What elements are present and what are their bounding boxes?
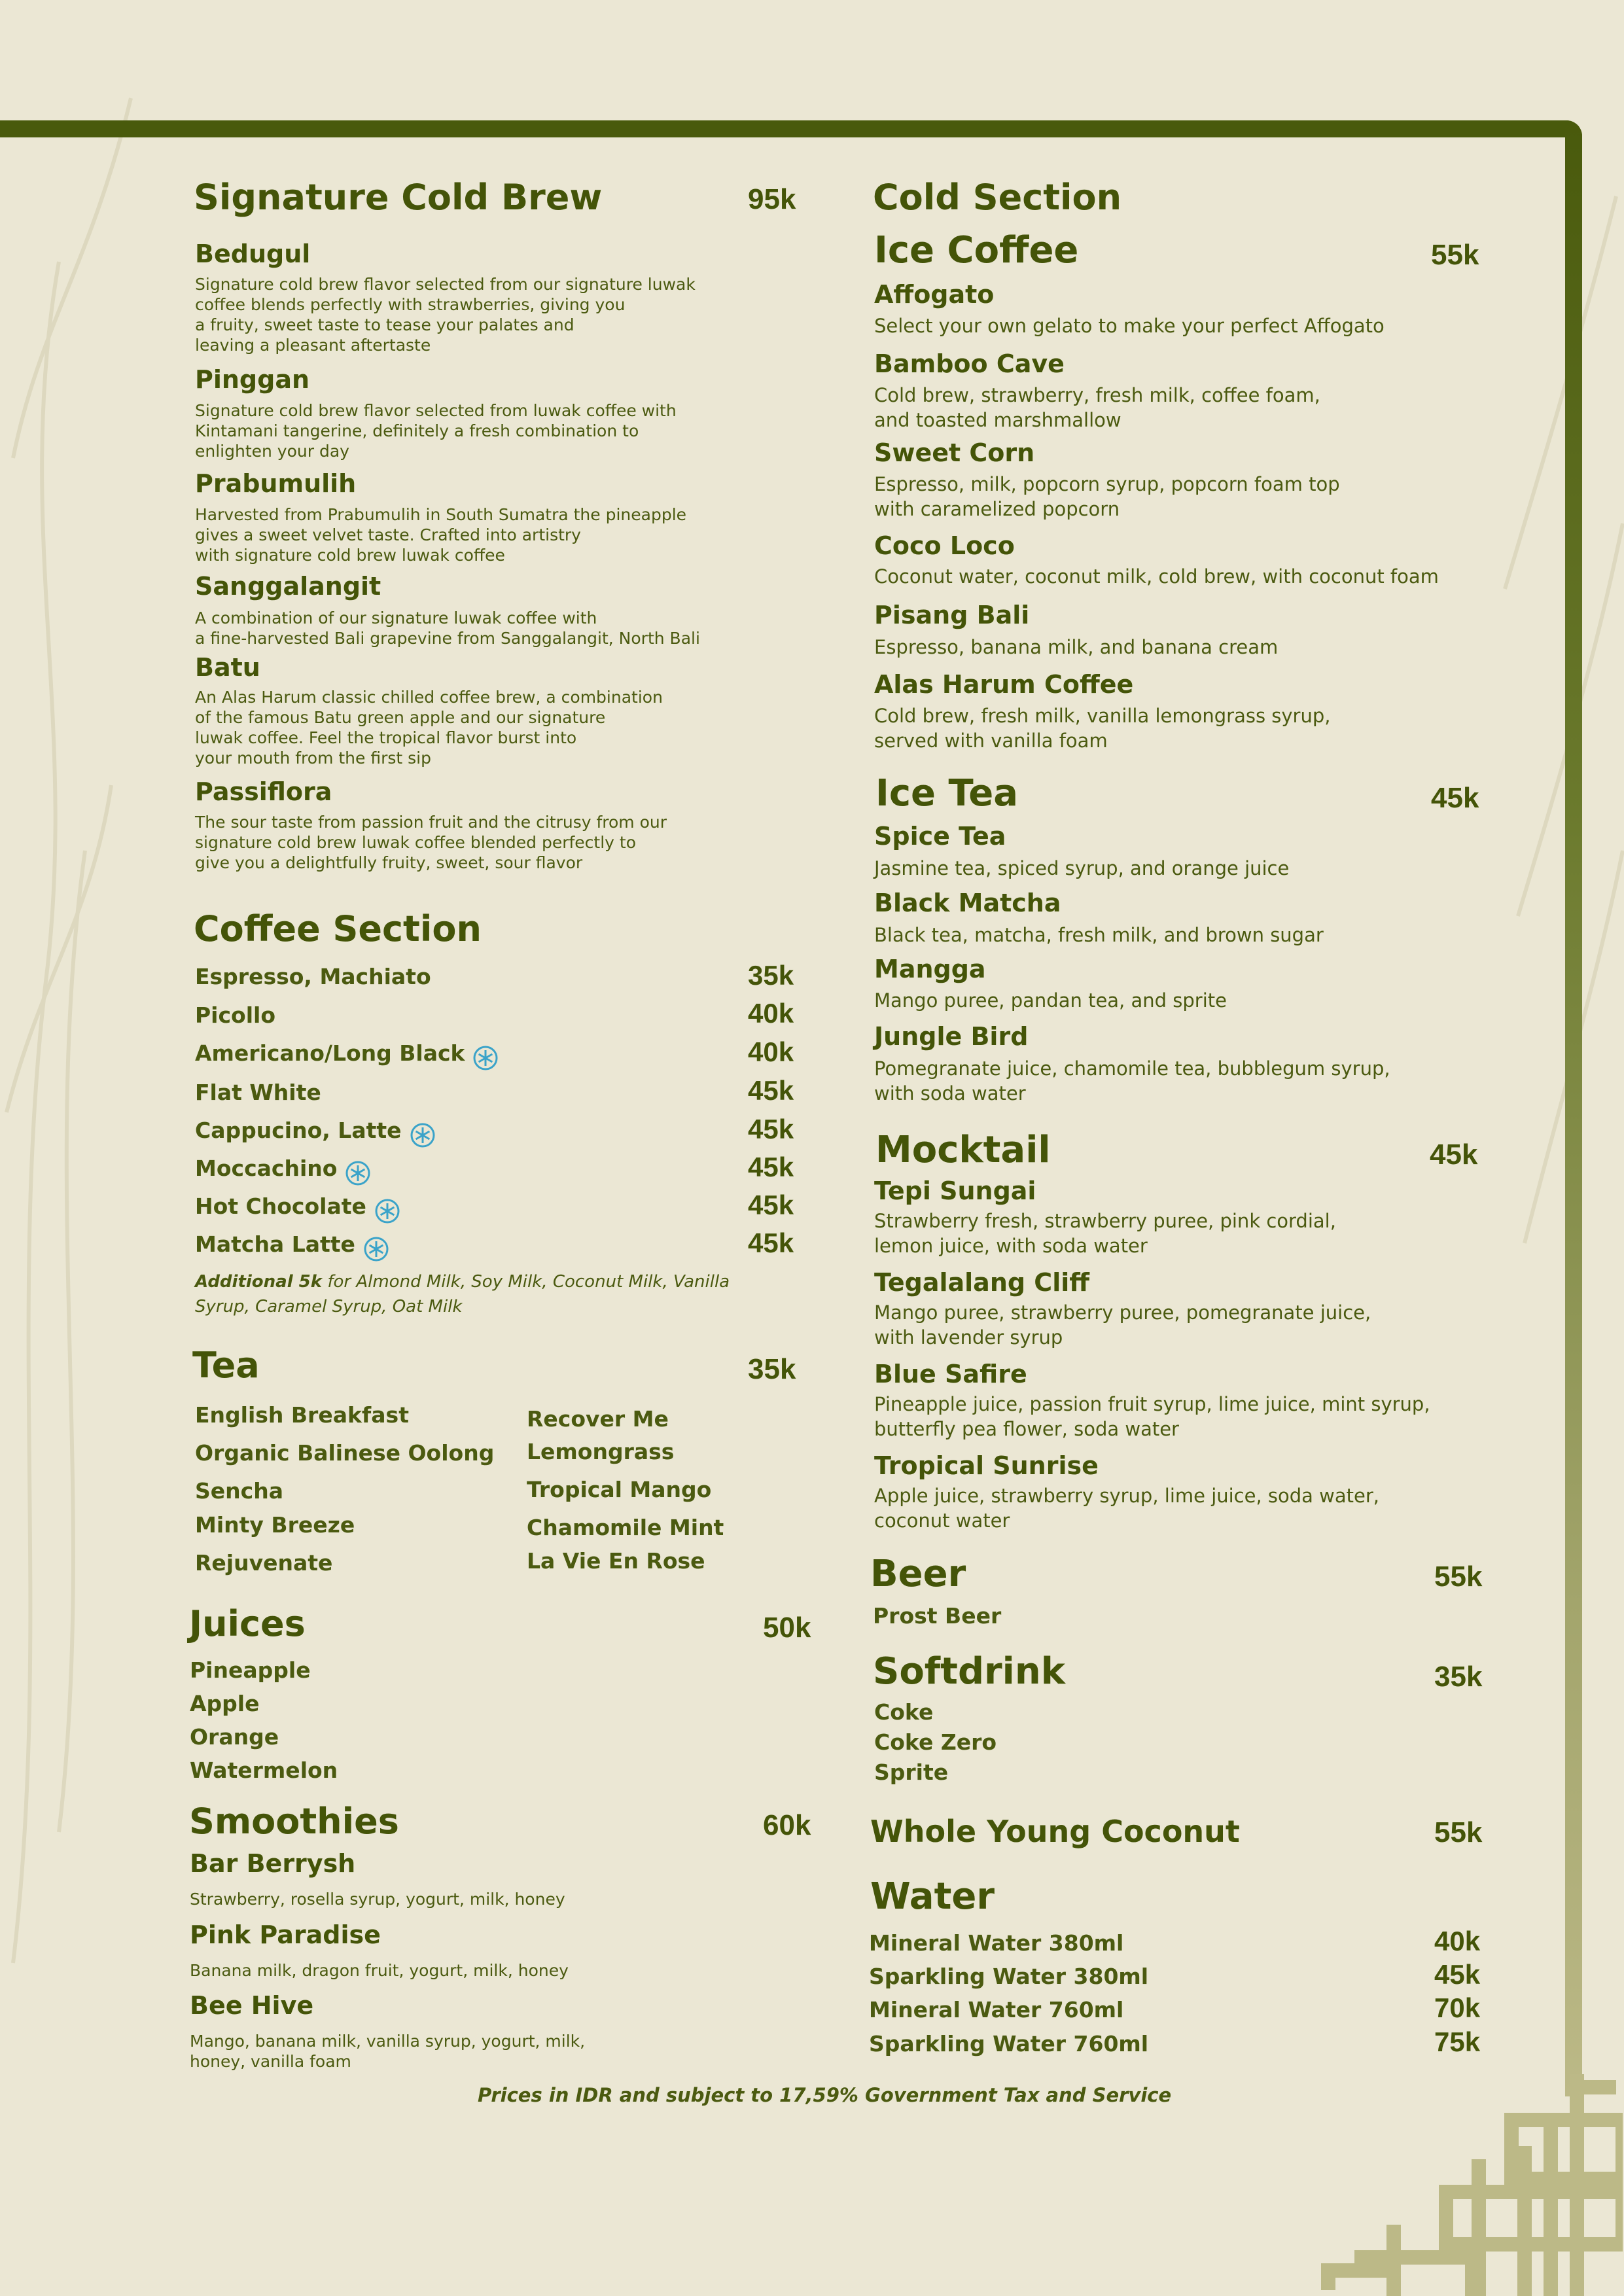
juice-item: Pineapple [190,1657,311,1683]
tea-item: La Vie En Rose [527,1548,705,1574]
juice-item: Apple [190,1691,260,1716]
coffee-section-title: Coffee Section [194,908,482,949]
coffee-item-price: 45k [748,1114,794,1144]
ice-tea-price: 45k [1431,782,1479,814]
signature-item-name: Pinggan [195,365,310,394]
ice-tea-item-desc: Jasmine tea, spiced syrup, and orange juice [874,857,1290,879]
coffee-item [195,1040,499,1071]
juices-price: 50k [763,1612,811,1644]
mocktail-item-desc: Strawberry fresh, strawberry puree, pink cordial, lemon juice, with soda water [874,1210,1336,1257]
ice-coffee-price: 55k [1431,239,1479,271]
tea-item: English Breakfast [195,1402,409,1428]
signature-item-desc: Signature cold brew flavor selected from luwak coffee with Kintamani tangerine, definitely a fresh combination to enlighten your day [195,401,677,461]
water-item-name: Mineral Water 380ml [869,1930,1124,1956]
tea-item: Chamomile Mint [527,1515,724,1540]
tea-item: Organic Balinese Oolong [195,1440,495,1466]
ice-tea-item-name: Black Matcha [874,889,1061,917]
juice-item: Orange [190,1724,279,1750]
softdrink-title: Softdrink [873,1650,1065,1693]
snowflake-icon [363,1236,389,1262]
ice-coffee-item-name: Coco Loco [874,531,1015,560]
mocktail-price: 45k [1430,1139,1478,1171]
signature-item-name: Passiflora [195,777,332,806]
juice-item: Watermelon [190,1757,338,1783]
price-disclaimer: Prices in IDR and subject to 17,59% Government Tax and Service [478,2084,1172,2106]
note-bold: Additional 5k [195,1272,323,1292]
ice-coffee-item-desc: Espresso, banana milk, and banana cream [874,636,1279,658]
ice-tea-item-desc: Mango puree, pandan tea, and sprite [874,989,1227,1012]
signature-item-name: Batu [195,653,260,682]
water-item-price: 75k [1434,2026,1481,2057]
softdrink-item: Sprite [874,1759,949,1785]
coffee-item-price: 45k [748,1190,794,1220]
coffee-item [195,1231,389,1262]
coffee-item-name: Moccachino [195,1156,338,1181]
ice-tea-item-desc: Black tea, matcha, fresh milk, and brown sugar [874,924,1324,946]
tea-item: Sencha [195,1478,283,1504]
signature-item-desc: The sour taste from passion fruit and the citrusy from our signature cold brew luwak coffee blended perfectly to give you a delightfully fruity, sweet, sour flavor [195,813,667,872]
signature-item-name: Sanggalangit [195,572,381,601]
knot-ornament [1315,2061,1623,2296]
coffee-item-price: 45k [748,1075,794,1106]
coconut-title: Whole Young Coconut [870,1814,1240,1849]
ice-coffee-item-desc: Cold brew, strawberry, fresh milk, coffee foam, and toasted marshmallow [874,384,1320,431]
mocktail-item-desc: Pineapple juice, passion fruit syrup, lime juice, mint syrup, butterfly pea flower, soda water [874,1393,1430,1440]
signature-title: Signature Cold Brew [194,177,603,218]
coconut-price: 55k [1434,1816,1483,1848]
smoothie-item-desc: Strawberry, rosella syrup, yogurt, milk, honey [190,1890,565,1909]
ice-coffee-item-desc: Select your own gelato to make your perfect Affogato [874,315,1385,337]
ice-tea-item-name: Mangga [874,955,986,983]
tea-item: Minty Breeze [195,1512,355,1538]
snowflake-icon [472,1045,499,1071]
coffee-item [195,1156,371,1186]
ice-coffee-item-desc: Coconut water, coconut milk, cold brew, with coconut foam [874,565,1439,588]
ice-coffee-item-name: Sweet Corn [874,438,1035,467]
coffee-item-price: 45k [748,1152,794,1182]
smoothie-item-name: Pink Paradise [190,1920,381,1949]
note-text-line2: Syrup, Caramel Syrup, Oat Milk [195,1297,463,1316]
ice-tea-item-name: Spice Tea [874,822,1006,851]
ice-coffee-item-desc: Cold brew, fresh milk, vanilla lemongrass syrup, served with vanilla foam [874,705,1331,752]
tea-item: Tropical Mango [527,1477,712,1502]
snowflake-icon [345,1160,371,1186]
ice-tea-item-name: Jungle Bird [874,1022,1029,1051]
smoothie-item-name: Bee Hive [190,1991,314,2020]
coffee-item [195,1193,400,1224]
ice-coffee-item-name: Pisang Bali [874,601,1030,629]
coffee-item-name: Espresso, Machiato [195,964,431,989]
snowflake-icon [374,1198,400,1224]
signature-item-desc: Harvested from Prabumulih in South Sumatra the pineapple gives a sweet velvet taste. Crafted into artistry with signature cold brew luwak coffee [195,505,687,565]
cold-section-title: Cold Section [873,177,1122,218]
smoothie-item-desc: Banana milk, dragon fruit, yogurt, milk, honey [190,1961,569,1980]
beer-item: Prost Beer [873,1603,1002,1629]
coffee-item-name: Cappucino, Latte [195,1118,402,1143]
water-title: Water [870,1875,995,1918]
beer-title: Beer [870,1553,966,1595]
mocktail-item-name: Tegalalang Cliff [874,1268,1090,1297]
ice-coffee-item-name: Bamboo Cave [874,349,1065,378]
softdrink-item: Coke Zero [874,1729,997,1755]
water-item-name: Sparkling Water 760ml [869,2031,1149,2057]
coffee-item-name: Hot Chocolate [195,1193,366,1219]
mocktail-item-desc: Mango puree, strawberry puree, pomegranate juice, with lavender syrup [874,1301,1371,1349]
juices-title: Juices [189,1603,306,1644]
coffee-item [195,1118,436,1148]
water-item-name: Mineral Water 760ml [869,1997,1124,2022]
beer-price: 55k [1434,1561,1483,1593]
tea-title: Tea [192,1345,260,1386]
mocktail-item-desc: Apple juice, strawberry syrup, lime juice, soda water, coconut water [874,1485,1379,1532]
ice-coffee-item-desc: Espresso, milk, popcorn syrup, popcorn foam top with caramelized popcorn [874,473,1340,520]
signature-item-desc: A combination of our signature luwak coffee with a fine-harvested Bali grapevine from Sanggalangit, North Bali [195,609,700,648]
water-item-price: 70k [1434,1992,1481,2023]
mocktail-title: Mocktail [875,1129,1051,1171]
water-item-price: 40k [1434,1926,1481,1956]
coffee-item-name: Matcha Latte [195,1231,355,1257]
ice-coffee-item-name: Alas Harum Coffee [874,670,1134,699]
tea-item: Lemongrass [527,1439,675,1464]
mocktail-item-name: Tepi Sungai [874,1176,1036,1205]
tea-price: 35k [748,1353,796,1385]
tea-item: Recover Me [527,1406,669,1432]
softdrink-price: 35k [1434,1661,1483,1693]
ice-coffee-item-name: Affogato [874,280,995,309]
ice-tea-item-desc: Pomegranate juice, chamomile tea, bubblegum syrup, with soda water [874,1057,1390,1104]
coffee-item-name: Flat White [195,1080,321,1105]
mocktail-item-name: Blue Safire [874,1360,1027,1388]
ice-tea-title: Ice Tea [875,772,1019,815]
signature-item-name: Bedugul [195,239,311,268]
tea-item: Rejuvenate [195,1550,333,1576]
signature-item-name: Prabumulih [195,469,357,498]
note-text: for Almond Milk, Soy Milk, Coconut Milk, Vanilla [322,1272,730,1292]
signature-price: 95k [748,183,796,215]
snowflake-icon [410,1122,436,1148]
coffee-item-name: Picollo [195,1002,276,1028]
water-item-name: Sparkling Water 380ml [869,1964,1149,1989]
coffee-item-price: 40k [748,998,794,1029]
ice-coffee-title: Ice Coffee [874,229,1079,272]
mocktail-item-name: Tropical Sunrise [874,1451,1099,1480]
coffee-item-price: 40k [748,1036,794,1067]
coffee-item-name: Americano/Long Black [195,1040,465,1066]
signature-item-desc: Signature cold brew flavor selected from our signature luwak coffee blends perfectly with strawberries, giving you a fruity, sweet taste to tease your palates and leaving a pleasant aftertaste [195,275,696,355]
water-item-price: 45k [1434,1959,1481,1990]
smoothies-price: 60k [763,1809,811,1841]
coffee-additional-note [195,1269,730,1319]
softdrink-item: Coke [874,1699,934,1725]
coffee-item-price: 35k [748,960,794,991]
coffee-item-price: 45k [748,1227,794,1258]
frame-top-border [0,120,1582,137]
signature-item-desc: An Alas Harum classic chilled coffee brew, a combination of the famous Batu green apple and our signature luwak coffee. Feel the tropical flavor burst into your mouth from the first sip [195,688,663,768]
smoothie-item-desc: Mango, banana milk, vanilla syrup, yogurt, milk, honey, vanilla foam [190,2032,586,2071]
frame-right-border [1565,120,1582,2096]
smoothie-item-name: Bar Berrysh [190,1849,356,1878]
smoothies-title: Smoothies [189,1801,399,1842]
